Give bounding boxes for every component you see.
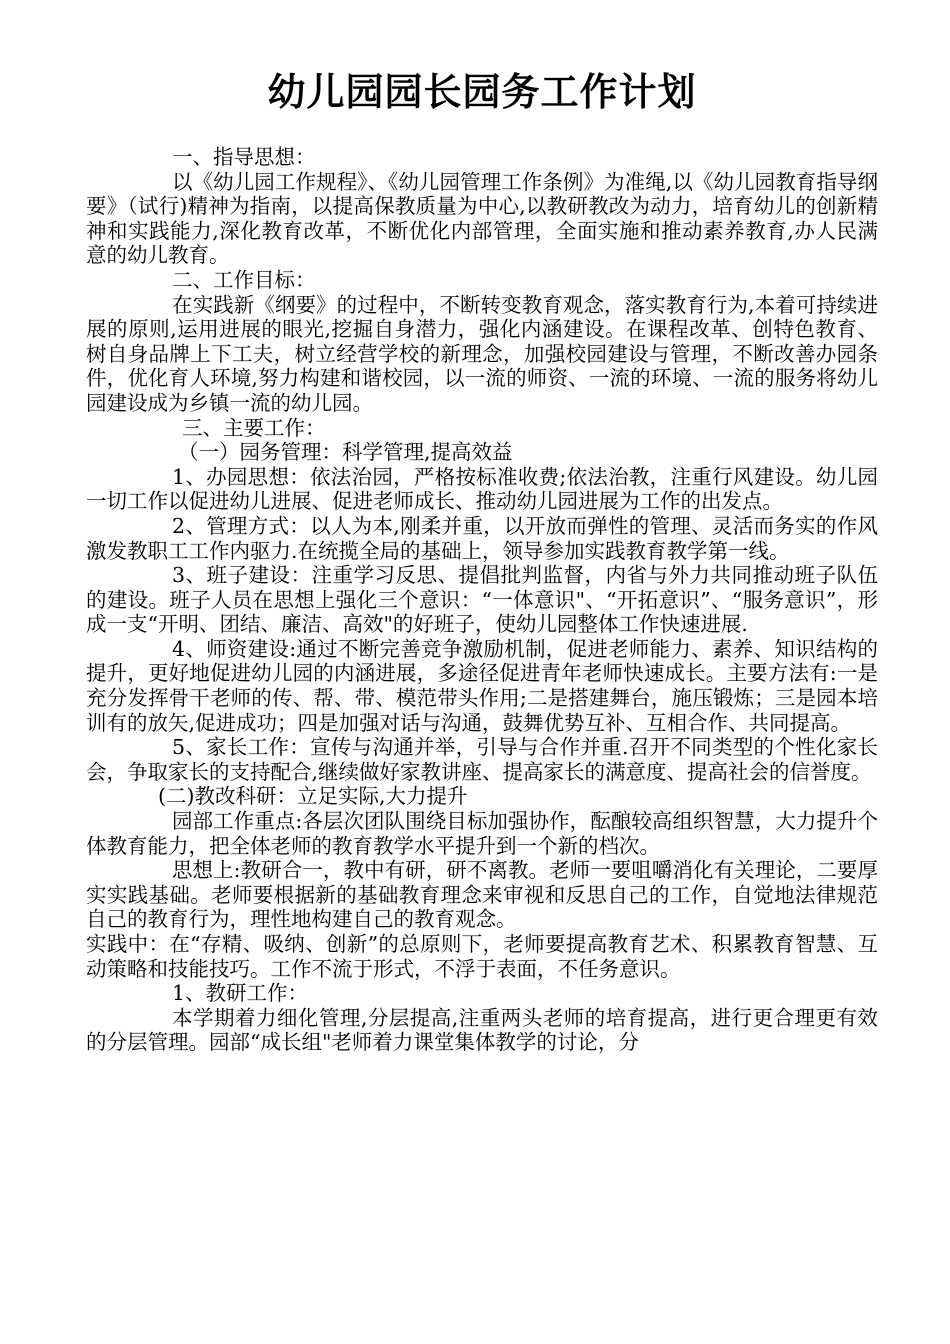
paragraph: 3、班子建设：注重学习反思、提倡批判监督，内省与外力共同推动班子队伍的建设。班子人员在思想上强化三个意识：“一体意识"、“开拓意识”、“服务意识”，形成一支“开明、团结、廉洁、高效"的好班子，使幼儿园整体工作快速进展. <box>86 563 878 637</box>
paragraph: 2、管理方式：以人为本,刚柔并重，以开放而弹性的管理、灵活而务实的作风激发教职工工作内驱力.在统揽全局的基础上，领导参加实践教育教学第一线。 <box>86 513 878 563</box>
paragraph: 在实践新《纲要》的过程中，不断转变教育观念，落实教育行为,本着可持续进展的原则,运用进展的眼光,挖掘自身潜力，强化内涵建设。在课程改革、创特色教育、树自身品牌上下工夫，树立经营学校的新理念，加强校园建设与管理，不断改善办园条件，优化育人环境,努力构建和谐校园，以一流的师资、一流的环境、一流的服务将幼儿园建设成为乡镇一流的幼儿园。 <box>86 292 878 415</box>
paragraph: 5、家长工作：宣传与沟通并举，引导与合作并重.召开不同类型的个性化家长会，争取家长的支持配合,继续做好家教讲座、提高家长的满意度、提高社会的信誉度。 <box>86 735 878 784</box>
document-title: 幼儿园园长园务工作计划 <box>267 70 697 114</box>
section-heading-work-goals: 二、工作目标： <box>172 267 316 292</box>
subsection-heading-management: （一）园务管理：科学管理,提高效益 <box>178 440 513 465</box>
section-heading-main-work: 三、主要工作： <box>182 415 326 440</box>
subsection-heading-teaching-research: 1、教研工作： <box>172 981 309 1006</box>
document-body <box>86 145 878 1055</box>
paragraph: 4、师资建设:通过不断完善竞争激励机制，促进老师能力、素养、知识结构的提升，更好地促进幼儿园的内涵进展，多途径促进青年老师快速成长。主要方法有:一是充分发挥骨干老师的传、帮、带、模范带头作用;二是搭建舞台，施压锻炼；三是园本培训有的放矢,促进成功；四是加强对话与沟通，鼓舞优势互补、互相合作、共同提高。 <box>86 636 878 735</box>
paragraph: 园部工作重点:各层次团队围绕目标加强协作，酝酿较高组织智慧，大力提升个体教育能力，把全体老师的教育教学水平提升到一个新的档次。 <box>86 809 878 858</box>
subsection-heading-research: (二)教改科研：立足实际,大力提升 <box>158 784 468 809</box>
paragraph: 1、办园思想：依法治园，严格按标准收费;依法治教，注重行风建设。幼儿园一切工作以促进幼儿进展、促进老师成长、推动幼儿园进展为工作的出发点。 <box>86 464 878 514</box>
paragraph: 思想上:教研合一，教中有研，研不离教。老师一要咀嚼消化有关理论，二要厚实实践基础。老师要根据新的基础教育理念来审视和反思自己的工作，自觉地法律规范自己的教育行为，理性地构建自己的教育观念。 <box>86 858 878 932</box>
section-heading-guiding-ideology: 一、指导思想： <box>172 145 316 169</box>
paragraph: 以《幼儿园工作规程》、《幼儿园管理工作条例》为准绳,以《幼儿园教育指导纲要》（试行)精神为指南，以提高保教质量为中心,以教研教改为动力，培育幼儿的创新精神和实践能力,深化教育改革，不断优化内部管理，全面实施和推动素养教育,办人民满意的幼儿教育。 <box>86 169 878 268</box>
paragraph: 本学期着力细化管理,分层提高,注重两头老师的培育提高，进行更合理更有效的分层管理。园部“成长组"老师着力课堂集体教学的讨论，分 <box>86 1005 878 1055</box>
paragraph: 实践中：在“存精、吸纳、创新”的总原则下，老师要提高教育艺术、积累教育智慧、互动策略和技能技巧。工作不流于形式，不浮于表面，不任务意识。 <box>86 932 878 981</box>
